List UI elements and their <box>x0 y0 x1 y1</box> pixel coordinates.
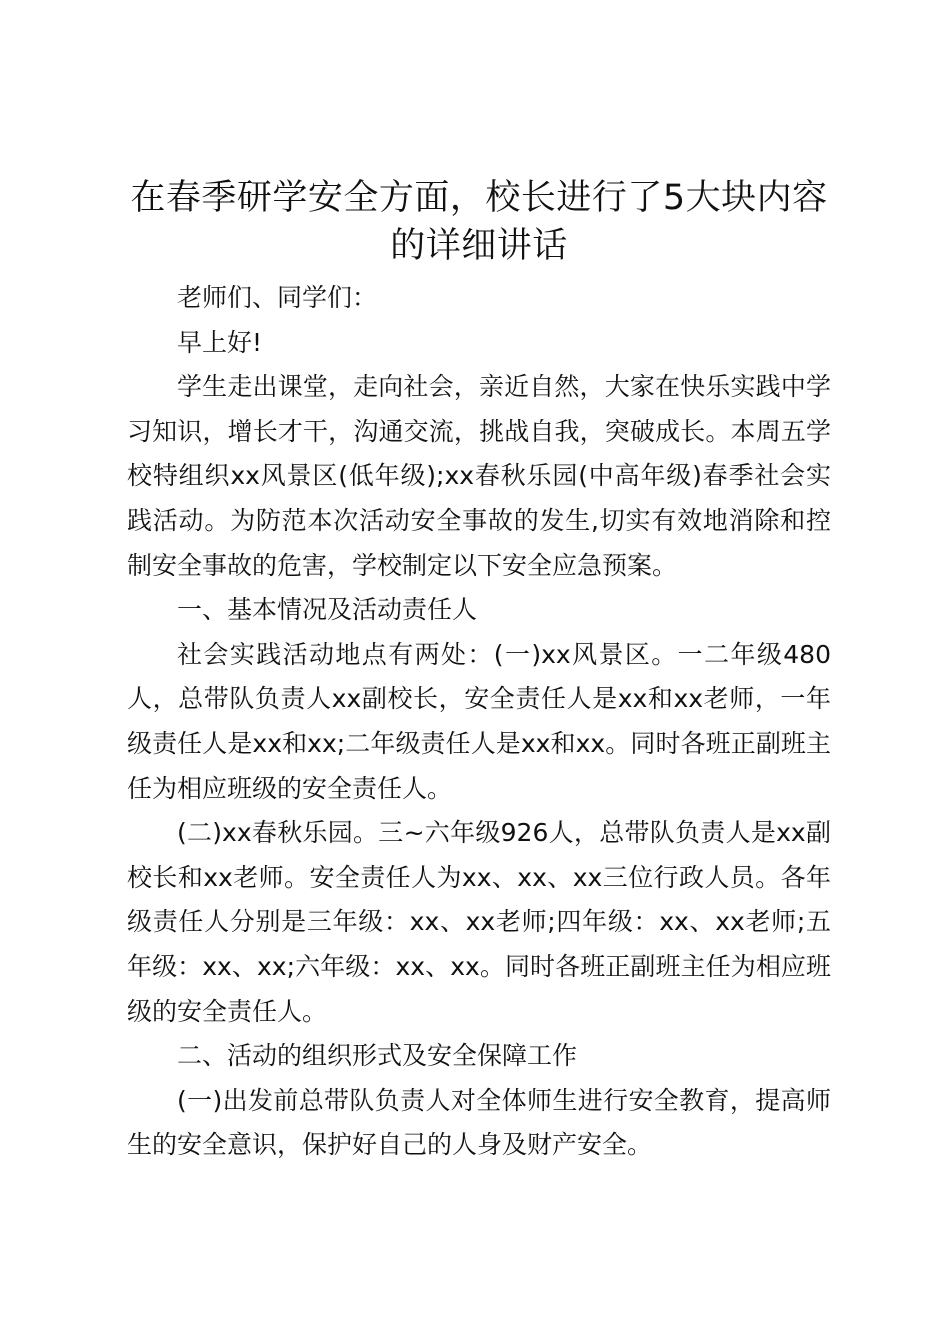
greeting-paragraph: 老师们、同学们： <box>177 283 378 312</box>
location-paragraph: 社会实践活动地点有两处：(一)xx风景区。一二年级480人，总带队负责人xx副校长，安全责任人是xx和xx老师，一年级责任人是xx和xx;二年级责任人是xx和xx。同时各班正副班主任为相应班级的安全责任人。 <box>127 639 831 803</box>
section-heading-2: 二、活动的组织形式及安全保障工作 <box>177 1041 578 1071</box>
spring-park-paragraph: (二)xx春秋乐园。三~六年级926人，总带队负责人是xx副校长和xx老师。安全责任人为xx、xx、xx三位行政人员。各年级责任人分别是三年级：xx、xx老师;四年级：xx、xx老师;五年级：xx、xx;六年级：xx、xx。同时各班正副班主任为相应班级的安全责任人。 <box>127 818 831 1026</box>
document-page <box>127 174 831 1168</box>
intro-paragraph: 学生走出课堂，走向社会，亲近自然，大家在快乐实践中学习知识，增长才干，沟通交流，挑战自我，突破成长。本周五学校特组织xx风景区(低年级);xx春秋乐园(中高年级)春季社会实践活动。为防范本次活动安全事故的发生,切实有效地消除和控制安全事故的危害，学校制定以下安全应急预案。 <box>127 372 831 580</box>
safety-education-paragraph: (一)出发前总带队负责人对全体师生进行安全教育，提高师生的安全意识，保护好自己的人身及财产安全。 <box>127 1085 831 1160</box>
section-heading-1: 一、基本情况及活动责任人 <box>177 595 478 625</box>
greeting-morning-paragraph: 早上好! <box>177 327 263 357</box>
document-title: 在春季研学安全方面，校长进行了5大块内容的详细讲话 <box>130 178 828 266</box>
